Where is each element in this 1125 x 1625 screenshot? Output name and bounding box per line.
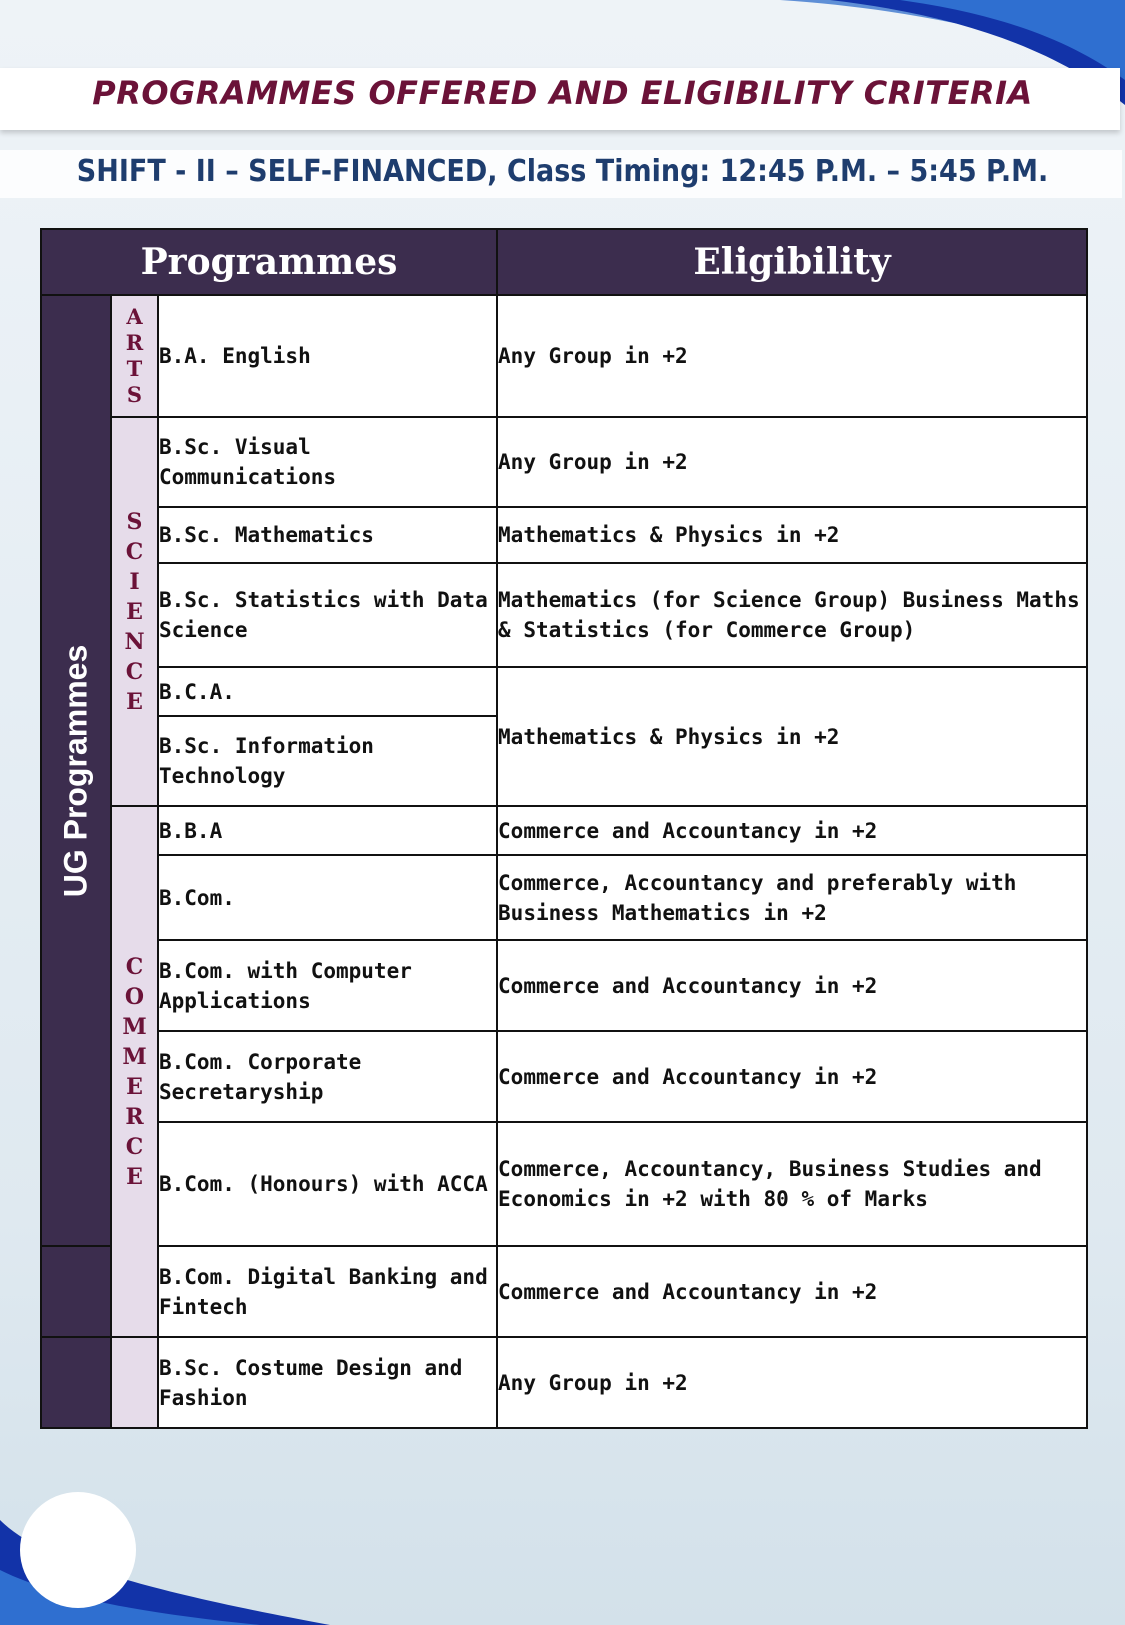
eligibility-cell: Commerce and Accountancy in +2 [497,940,1087,1031]
arts-category-label: A R T S [125,304,144,407]
science-category-cell [111,417,158,806]
ug-programmes-cell [41,1246,111,1337]
eligibility-header: Eligibility [497,229,1087,295]
arts-category-cell [111,295,158,417]
table-row [41,806,1087,855]
programmes-table [40,228,1088,1429]
bottom-wave-decoration [0,1480,1125,1625]
eligibility-cell: Mathematics & Physics in +2 [497,667,1087,806]
table-row [41,667,1087,716]
table-row [41,1246,1087,1337]
programme-cell: B.Com. (Honours) with ACCA [158,1122,497,1246]
eligibility-cell: Any Group in +2 [497,1337,1087,1428]
programme-cell: B.Com. with Computer Applications [158,940,497,1031]
science-category-label: S C I E N C E [124,508,145,715]
table-row [41,295,1087,417]
eligibility-cell: Commerce and Accountancy in +2 [497,806,1087,855]
table-row [41,1122,1087,1246]
eligibility-cell: Commerce and Accountancy in +2 [497,1246,1087,1337]
programme-cell: B.C.A. [158,667,497,716]
eligibility-cell: Any Group in +2 [497,417,1087,507]
bottom-left-circle-decoration [20,1492,136,1608]
programme-cell: B.A. English [158,295,497,417]
table-row [41,563,1087,667]
eligibility-cell: Mathematics & Physics in +2 [497,507,1087,563]
programme-cell: B.Sc. Mathematics [158,507,497,563]
programme-cell: B.Com. Corporate Secretaryship [158,1031,497,1122]
eligibility-cell: Commerce, Accountancy, Business Studies and Economics in +2 with 80 % of Marks [497,1122,1087,1246]
table-row [41,417,1087,507]
programme-cell: B.Com. Digital Banking and Fintech [158,1246,497,1337]
table-row [41,1031,1087,1122]
ug-programmes-cell [41,295,111,1246]
programme-cell: B.B.A [158,806,497,855]
ug-programmes-cell [41,1337,111,1428]
category-cell [111,1337,158,1428]
table-row [41,1337,1087,1428]
eligibility-cell: Mathematics (for Science Group) Business Maths & Statistics (for Commerce Group) [497,563,1087,667]
programme-cell: B.Sc. Statistics with Data Science [158,563,497,667]
programme-cell: B.Com. [158,855,497,940]
eligibility-cell: Commerce and Accountancy in +2 [497,1031,1087,1122]
table-row [41,940,1087,1031]
shift-subtitle: SHIFT - II – SELF-FINANCED, Class Timing: 12:45 P.M. – 5:45 P.M. [76,154,1049,189]
table-header-row [41,229,1087,295]
table-row [41,507,1087,563]
programme-cell: B.Sc. Visual Communications [158,417,497,507]
programme-cell: B.Sc. Costume Design and Fashion [158,1337,497,1428]
programme-cell: B.Sc. Information Technology [158,716,497,806]
eligibility-cell: Commerce, Accountancy and preferably with Business Mathematics in +2 [497,855,1087,940]
ug-programmes-label: UG Programmes [57,644,94,897]
eligibility-cell: Any Group in +2 [497,295,1087,417]
page-title: PROGRAMMES OFFERED AND ELIGIBILITY CRITERIA [92,74,1033,112]
commerce-category-cell [111,806,158,1337]
table-row [41,855,1087,940]
commerce-category-label: C O M M E R C E [122,953,147,1190]
programmes-header: Programmes [41,229,497,295]
